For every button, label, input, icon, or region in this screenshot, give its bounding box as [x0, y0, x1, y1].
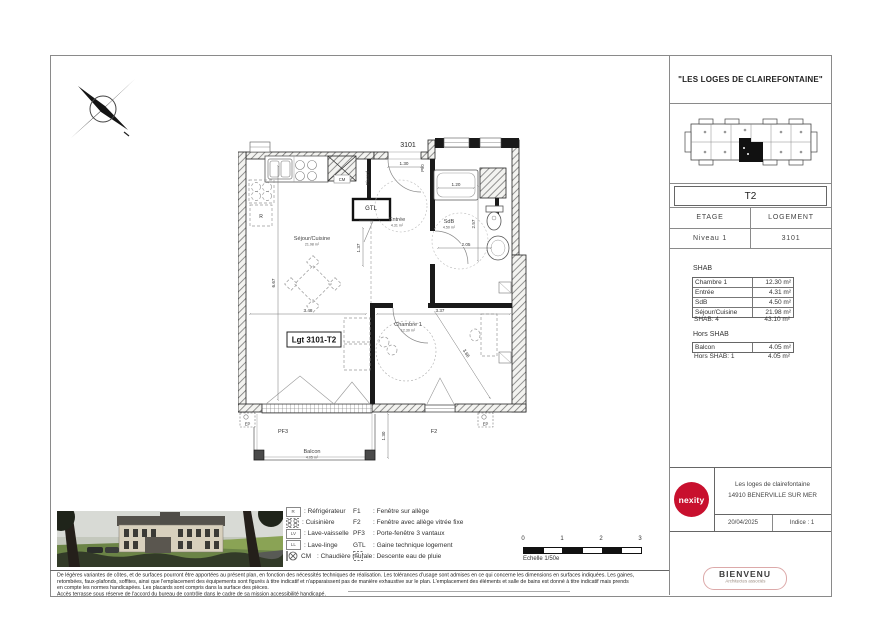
- legend-item-lave-vaisselle: LV : Lave-vaisselle: [286, 528, 372, 539]
- scale-tick: 1: [560, 536, 564, 542]
- legend-item-ep: : Descente eau de pluie: [353, 551, 463, 562]
- scale-tick: 3: [638, 536, 642, 542]
- building-rendering: [57, 511, 283, 567]
- svg-text:2.57: 2.57: [471, 219, 476, 229]
- table-row: Entrée 4.31 m²: [695, 289, 791, 296]
- legend-item-chaudiere: CM : Chaudière murale: [286, 551, 372, 562]
- svg-text:EP: EP: [482, 421, 489, 427]
- fridge-icon: R: [286, 507, 301, 517]
- room-balcon: Balcon: [303, 449, 321, 455]
- room-sejour: Séjour/Cuisine: [293, 236, 331, 242]
- scale-tick: 2: [599, 536, 603, 542]
- pf3-label: PF3: [277, 429, 289, 435]
- boiler-icon: [286, 551, 298, 561]
- svg-text:6.67: 6.67: [271, 278, 276, 288]
- svg-text:3.48: 3.48: [303, 308, 313, 313]
- architect-subtitle: Architectes associés: [724, 578, 766, 584]
- disclaimer-line: retombées, faux-plafonds, soffites, ainsi que l'emplacement des équipements sont figurés à titre indicatif et n'apparaissent pas de manière exhaustive sur le plan. L'emplacement des éléments et salle de bains est donné à titre indicatif mais prends: [57, 578, 629, 585]
- footer-separator: [50, 570, 669, 571]
- living-furniture: [285, 256, 370, 370]
- ep-symbol-left: [240, 413, 255, 427]
- logement-value: 3101: [750, 228, 831, 248]
- legend-item-refrigerateur: R : Réfrigérateur: [286, 506, 372, 517]
- compass-icon: [66, 72, 140, 146]
- logo-cell: [670, 468, 715, 531]
- key-plan-icon: [681, 116, 821, 170]
- shab-table: [692, 277, 794, 318]
- svg-text:1.37: 1.37: [356, 243, 361, 253]
- cm-label: CM: [338, 177, 346, 182]
- shab-title: SHAB: [693, 265, 713, 272]
- project-info-block: [670, 467, 831, 532]
- highlighted-unit: [739, 142, 763, 162]
- svg-text:EP: EP: [244, 421, 251, 427]
- logement-header: LOGEMENT: [750, 207, 831, 228]
- f2-label: F2: [430, 429, 438, 435]
- stove-icon: [286, 518, 299, 528]
- etage-header: ETAGE: [696, 214, 724, 221]
- project-address: [714, 468, 831, 514]
- svg-text:4.50 m²: 4.50 m²: [442, 225, 456, 230]
- project-title: "LES LOGES DE CLAIREFONTAINE": [678, 74, 823, 84]
- bedroom-furniture: [376, 282, 511, 381]
- legend-item-gtl: GTL : Gaine technique logement: [353, 541, 453, 549]
- architect-stamp: [703, 567, 787, 590]
- scale-bar: [510, 536, 655, 564]
- legend-item-lave-linge: LL : Lave-linge: [286, 540, 372, 551]
- unit-tag: Lgt 3101-T2: [291, 335, 337, 345]
- p90-label: P90: [420, 164, 425, 172]
- floor-plan: [238, 136, 534, 472]
- hors-shab-table: [692, 342, 794, 353]
- svg-text:4.05 m²: 4.05 m²: [305, 455, 319, 460]
- disclaimer-line: en compte les normes handicapées. Les placards sont compris dans la surface des pièces.: [57, 584, 269, 591]
- etage-value: Niveau 1: [692, 234, 728, 242]
- table-row: Séjour/Cuisine 21.98 m²: [695, 309, 791, 316]
- svg-text:4.31 m²: 4.31 m²: [390, 223, 404, 228]
- legend-item-f2: F2 : Fenêtre avec allège vitrée fixe: [353, 519, 464, 527]
- gtl-label: GTL: [365, 206, 377, 212]
- shab-total: SHAB: 4 43.10 m²: [694, 316, 790, 323]
- table-row: Balcon 4.05 m²: [695, 344, 791, 351]
- hors-shab-title: Hors SHAB: [693, 331, 729, 338]
- room-entree: Entrée: [388, 217, 406, 223]
- plan-date: 20/04/2025: [727, 520, 759, 526]
- project-city: 14910 BENERVILLE SUR MER: [728, 492, 817, 499]
- fridge-label: R: [259, 214, 263, 220]
- title-block: [669, 55, 831, 595]
- unit-type: T2: [674, 186, 827, 206]
- svg-text:3.66: 3.66: [461, 348, 471, 359]
- etage-logement-header: [670, 207, 831, 228]
- svg-text:12.30 m²: 12.30 m²: [400, 328, 416, 333]
- legend-item-pf3: PF3 : Porte-fenêtre 3 vantaux: [353, 530, 445, 538]
- svg-text:3.37: 3.37: [435, 308, 445, 313]
- legend-item-f1: F1 : Fenêtre sur allège: [353, 508, 430, 516]
- scale-label: Echelle 1/50e: [523, 556, 560, 562]
- etage-logement-values: [670, 228, 831, 248]
- table-row: SdB 4.50 m²: [695, 299, 791, 306]
- architect-name: BIENVENU: [719, 569, 771, 580]
- kitchen-fixtures: [249, 156, 356, 226]
- legend-item-cuisiniere: : Cuisinière: [286, 517, 372, 528]
- svg-text:21.98 m²: 21.98 m²: [304, 242, 320, 247]
- nexity-logo: nexity: [674, 482, 709, 517]
- dishwasher-icon: LV: [286, 529, 301, 539]
- project-name: Les loges de clairefontaine: [735, 481, 810, 489]
- disclaimer-line: De légères variantes de côtes, et de surfaces pourront être apportées au présent plan, en fonction des nécessités techniques de réalisation. Les tolérances d'usage sont admises en ce qui concerne les dimensions en surfaces indiquées. Les gaines,: [57, 572, 635, 578]
- room-sdb: SdB: [443, 219, 455, 225]
- bottom-windows: [262, 376, 455, 413]
- hors-shab-total: Hors SHAB: 1 4.05 m²: [694, 353, 790, 360]
- placard-label: Placard: [365, 170, 370, 186]
- ep-symbol-right: [478, 413, 493, 427]
- plan-unit-number: 3101: [400, 142, 416, 149]
- plan-indice: Indice : 1: [772, 515, 831, 531]
- table-row: Chambre 1 12.30 m²: [695, 279, 791, 286]
- disclaimer-line: Accès terrasse sous réserve de l'accord du bureau de contrôle dans le cadre de sa mission accessibilité handicapé.: [57, 590, 326, 597]
- disclaimer: [57, 572, 672, 597]
- facade-windows: [250, 138, 519, 152]
- rainwater-icon: [353, 551, 363, 561]
- svg-text:1.30: 1.30: [399, 161, 409, 166]
- room-chambre: Chambre 1: [394, 322, 422, 328]
- scale-tick: 0: [521, 536, 525, 542]
- svg-text:2.05: 2.05: [461, 242, 471, 247]
- scale-bar-graphic: [523, 547, 642, 554]
- svg-text:1.20: 1.20: [451, 182, 461, 187]
- washer-icon: LL: [286, 540, 301, 550]
- key-plan: [670, 103, 831, 183]
- date-indice-row: [714, 514, 831, 531]
- svg-text:1.30: 1.30: [381, 431, 386, 441]
